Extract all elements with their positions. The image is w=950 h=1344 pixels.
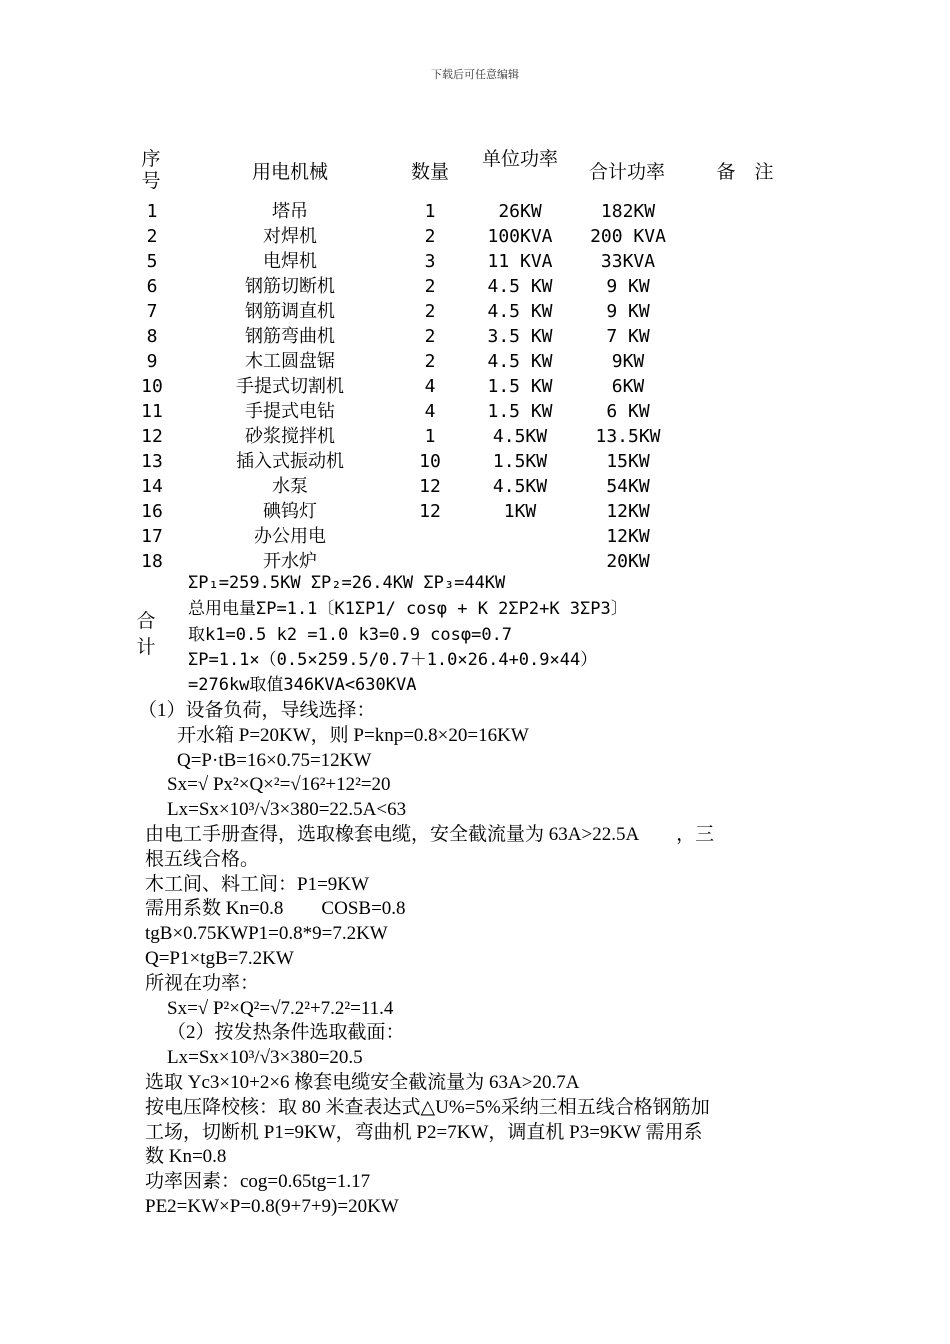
cell-unit: 11 KVA <box>487 251 553 272</box>
body-line: Lx=Sx×10³/√3×380=22.5A<63 <box>167 799 407 821</box>
cell-qty: 4 <box>424 376 436 397</box>
cell-qty: 12 <box>419 501 441 522</box>
summary-label: 合计 <box>136 610 156 658</box>
cell-total: 182KW <box>600 201 656 222</box>
cell-total: 9KW <box>611 351 645 372</box>
cell-no: 1 <box>146 201 158 222</box>
cell-qty: 2 <box>424 326 436 347</box>
cell-qty: 3 <box>424 251 436 272</box>
body-line: 数 Kn=0.8 <box>145 1146 227 1168</box>
cell-name: 碘钨灯 <box>263 501 317 522</box>
body-line: 开水箱 P=20KW，则 P=knp=0.8×20=16KW <box>177 724 529 746</box>
summary-line: ΣP₁=259.5KW ΣP₂=26.4KW ΣP₃=44KW <box>188 573 506 593</box>
body-line: 选取 Yc3×10+2×6 橡套电缆安全截流量为 63A>20.7A <box>145 1072 580 1093</box>
cell-name: 开水炉 <box>263 551 317 572</box>
cell-qty: 12 <box>419 476 441 497</box>
col-header-remark: 备 注 <box>716 161 774 183</box>
cell-unit: 4.5 KW <box>487 301 553 322</box>
table-row <box>120 249 820 274</box>
cell-qty: 2 <box>424 351 436 372</box>
cell-unit: 4.5KW <box>492 426 548 447</box>
cell-unit: 1.5KW <box>492 451 548 472</box>
cell-qty: 1 <box>424 201 436 222</box>
cell-unit: 26KW <box>498 201 542 222</box>
table-row <box>120 324 820 349</box>
table-row <box>120 499 820 524</box>
cell-total: 6 KW <box>606 401 650 422</box>
cell-no: 11 <box>141 401 163 422</box>
body-line: 需用系数 Kn=0.8 COSB=0.8 <box>145 898 406 920</box>
table-row <box>120 224 820 249</box>
table-row <box>120 399 820 424</box>
body-line: 所视在功率： <box>145 972 260 994</box>
cell-qty: 10 <box>419 451 441 472</box>
cell-total: 9 KW <box>606 301 650 322</box>
cell-no: 14 <box>141 476 163 497</box>
cell-total: 15KW <box>606 451 650 472</box>
body-line: 由电工手册查得，选取橡套电缆，安全截流量为 63A>22.5A ，三 <box>145 824 715 845</box>
col-header-qty: 数量 <box>410 161 449 183</box>
cell-name: 手提式电钻 <box>245 401 335 422</box>
cell-unit: 3.5 KW <box>487 326 553 347</box>
body-line: PE2=KW×P=0.8(9+7+9)=20KW <box>145 1196 399 1217</box>
cell-no: 12 <box>141 426 163 447</box>
body-line: （2）按发热条件选取截面： <box>167 1022 405 1044</box>
cell-name: 插入式振动机 <box>236 451 344 472</box>
cell-no: 5 <box>146 251 158 272</box>
body-line: 工场，切断机 P1=9KW，弯曲机 P2=7KW，调直机 P3=9KW 需用系 <box>145 1121 703 1143</box>
cell-qty: 2 <box>424 226 436 247</box>
summary-line: 取k1=0.5 k2 =1.0 k3=0.9 cosφ=0.7 <box>188 625 513 645</box>
cell-total: 20KW <box>606 551 650 572</box>
cell-no: 16 <box>141 501 163 522</box>
cell-name: 木工圆盘锯 <box>245 351 335 372</box>
table-row <box>120 424 820 449</box>
cell-name: 钢筋调直机 <box>245 301 335 322</box>
cell-qty: 4 <box>424 401 436 422</box>
body-line: 按电压降校核：取 80 米查表达式△U%=5%采纳三相五线合格钢筋加 <box>145 1096 710 1118</box>
cell-unit: 1.5 KW <box>487 376 553 397</box>
col-header-no: 序号 <box>141 148 161 192</box>
cell-no: 6 <box>146 276 158 297</box>
page-header-note: 下载后可任意编辑 <box>431 68 519 81</box>
body-line: tgB×0.75KWP1=0.8*9=7.2KW <box>145 923 388 945</box>
cell-unit: 1.5 KW <box>487 401 553 422</box>
cell-qty: 2 <box>424 276 436 297</box>
cell-no: 13 <box>141 451 163 472</box>
cell-name: 塔吊 <box>272 201 308 222</box>
cell-total: 13.5KW <box>595 426 661 447</box>
cell-no: 10 <box>141 376 163 397</box>
cell-no: 7 <box>146 301 158 322</box>
body-line: 木工间、料工间：P1=9KW <box>145 873 369 895</box>
table-row <box>120 474 820 499</box>
summary-line: =276kw取值346KVA<630KVA <box>188 675 417 695</box>
table-row <box>120 524 820 549</box>
cell-unit: 1KW <box>503 501 537 522</box>
cell-name: 砂浆搅拌机 <box>245 426 335 447</box>
cell-total: 6KW <box>611 376 645 397</box>
table-row <box>120 449 820 474</box>
cell-unit: 100KVA <box>487 226 553 247</box>
body-line: Sx=√ P²×Q²=√7.2²+7.2²=11.4 <box>167 997 394 1019</box>
table-row <box>120 199 820 224</box>
summary-line: ΣP=1.1×（0.5×259.5/0.7＋1.0×26.4+0.9×44） <box>188 650 598 670</box>
cell-no: 8 <box>146 326 158 347</box>
table-row <box>120 274 820 299</box>
cell-name: 办公用电 <box>254 526 326 547</box>
cell-no: 9 <box>146 351 158 372</box>
cell-qty: 1 <box>424 426 436 447</box>
cell-unit: 4.5KW <box>492 476 548 497</box>
cell-total: 12KW <box>606 501 650 522</box>
body-line: Q=P·tB=16×0.75=12KW <box>177 749 372 771</box>
body-line: Q=P1×tgB=7.2KW <box>145 948 294 969</box>
cell-unit: 4.5 KW <box>487 351 553 372</box>
cell-name: 对焊机 <box>263 226 317 247</box>
cell-name: 手提式切割机 <box>236 376 344 397</box>
col-header-unit: 单位功率 <box>481 148 558 170</box>
cell-name: 水泵 <box>272 476 308 497</box>
summary-line: 总用电量ΣP=1.1〔K1ΣP1/ cosφ + K 2ΣP2+K 3ΣP3〕 <box>188 599 628 619</box>
table-row <box>120 299 820 324</box>
body-line: 功率因素：cog=0.65tg=1.17 <box>145 1171 371 1193</box>
body-line: （1）设备负荷，导线选择： <box>138 700 376 721</box>
cell-no: 18 <box>141 551 163 572</box>
body-line: Sx=√ Px²×Q×²=√16²+12²=20 <box>167 774 391 796</box>
table-row <box>120 374 820 399</box>
col-header-name: 用电机械 <box>251 161 328 183</box>
cell-name: 钢筋弯曲机 <box>245 326 335 347</box>
cell-name: 电焊机 <box>263 251 317 272</box>
col-header-total: 合计功率 <box>588 161 665 183</box>
cell-total: 33KVA <box>600 251 656 272</box>
cell-total: 54KW <box>606 476 650 497</box>
table-row <box>120 349 820 374</box>
cell-no: 17 <box>141 526 163 547</box>
cell-total: 12KW <box>606 526 650 547</box>
cell-total: 9 KW <box>606 276 650 297</box>
cell-name: 钢筋切断机 <box>245 276 335 297</box>
cell-qty: 2 <box>424 301 436 322</box>
body-line: 根五线合格。 <box>145 848 260 870</box>
cell-total: 200 KVA <box>590 226 666 247</box>
cell-no: 2 <box>146 226 158 247</box>
cell-total: 7 KW <box>606 326 650 347</box>
cell-unit: 4.5 KW <box>487 276 553 297</box>
body-line: Lx=Sx×10³/√3×380=20.5 <box>167 1047 363 1069</box>
